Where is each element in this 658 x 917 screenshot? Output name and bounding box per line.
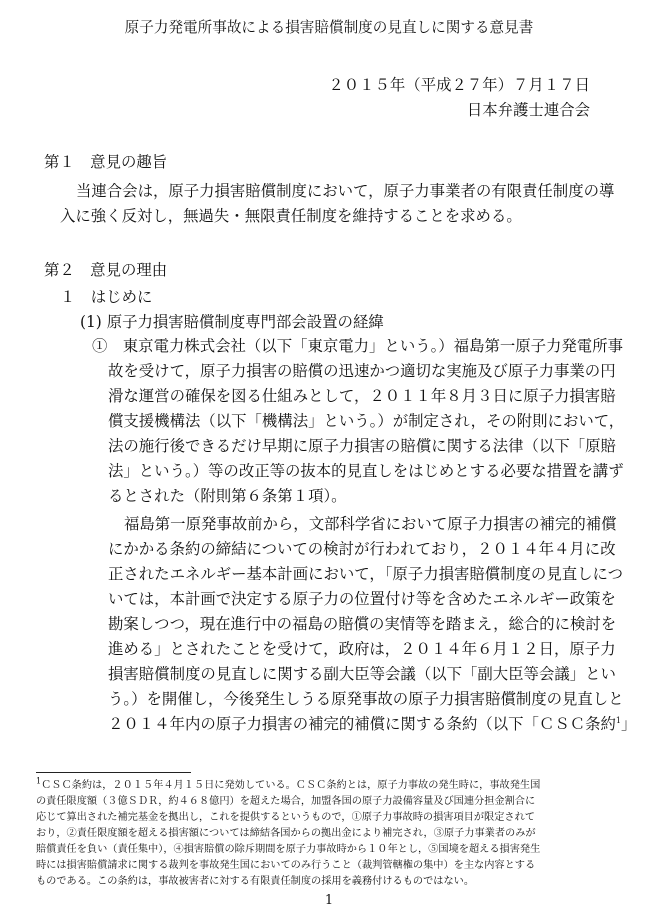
para2-last-line (108, 715, 636, 733)
document-title: 原子力発電所事故による損害賠償制度の見直しに関する意見書 (124, 19, 534, 36)
item1-line: ① 東京電力株式会社（以下「東京電力」という。）福島第一原子力発電所事 (92, 337, 623, 355)
section1-heading: 第１ 意見の趣旨 (44, 153, 168, 171)
page-number: 1 (324, 893, 334, 908)
para2-line: いては，本計画で決定する原子力の位置付け等を含めたエネルギー政策を (108, 590, 616, 608)
para2-line: 進める」とされたことを受けて，政府は，２０１４年６月１２日，原子力 (108, 640, 616, 658)
section2-heading: 第２ 意見の理由 (44, 261, 168, 279)
footnote-line: ものである。この条約は，事故被害者に対する有限責任制度の採用を義務付けるものではない。 (36, 876, 475, 887)
footnote-line: 応じて算出された補完基金を拠出し，これを提供するというもので，①原子力事故時の損害項目が限定されて (36, 812, 535, 823)
footnote-line: 時には損害賠償請求に関する裁判を事故発生国においてのみ行うこと（裁判管轄権の集中）を主な内容とする (36, 860, 536, 871)
para2-line: 福島第一原発事故前から，文部科学省において原子力損害の補完的補償 (124, 515, 617, 533)
document-author: 日本弁護士連合会 (466, 101, 590, 119)
footnote-line: おり，②責任限度額を超える損害額については締結各国からの拠出金により補完され，③原子力事業者のみが (36, 828, 536, 839)
para2-line-text: ２０１４年内の原子力損害の補完的補償に関する条約（以下「ＣＳＣ条約 (108, 715, 616, 733)
item1-line: るとされた（附則第６条第１項）。 (108, 487, 347, 505)
para2-line: 勘案しつつ，現在進行中の福島の賠償の実情等を踏まえ，総合的に検討を (108, 615, 617, 633)
para2-line: にかかる条約の締結についての検討が行われており，２０１４年４月に改 (108, 540, 616, 558)
closing-bracket: 」 (621, 715, 637, 733)
item1-line: 法」という。）等の改正等の抜本的見直しをはじめとする必要な措置を講ず (108, 462, 624, 480)
footnote-text: ＣＳＣ条約は，２０１５年４月１５日に発効している。ＣＳＣ条約とは，原子力事故の発生時に，事故発生国 (41, 780, 541, 791)
para2-line: う。）を開催し，今後発生しうる原発事故の原子力損害賠償制度の見直しと (108, 690, 624, 708)
para2-line: 正されたエネルギー基本計画において，「原子力損害賠償制度の見直しにつ (108, 565, 623, 583)
section1-line: 当連合会は，原子力損害賠償制度において，原子力事業者の有限責任制度の導 (76, 182, 615, 200)
footnote-line: 賠償責任を負い（責任集中），④損害賠償の除斥期間を原子力事故時から１０年とし，⑤国境を超える損害発生 (36, 844, 541, 855)
item1-line: 法の施行後できるだけ早期に原子力損害の賠償に関する法律（以下「原賠 (108, 437, 616, 455)
subsubsection-heading: (1) 原子力損害賠償制度専門部会設置の経緯 (80, 313, 384, 331)
document-date: ２０１５年（平成２７年）７月１７日 (328, 76, 590, 94)
para2-line: 損害賠償制度の見直しに関する副大臣等会議（以下「副大臣等会議」とい (108, 665, 616, 683)
item1-line: 償支援機構法（以下「機構法」という。）が制定され，その附則において， (108, 412, 625, 430)
section1-line: 入に強く反対し，無過失・無限責任制度を維持することを求める。 (60, 207, 522, 225)
footnote-divider (36, 772, 191, 773)
footnote-marker: 1 (36, 776, 42, 786)
subsection-heading: １ はじめに (60, 288, 153, 306)
footnote-line: の責任限度額（３億ＳＤＲ，約４６８億円）を超えた場合，加盟各国の原子力設備容量及び国連分担金割合に (36, 796, 536, 807)
footnote-reference[interactable]: 1 (615, 715, 621, 725)
footnote-line (36, 776, 541, 792)
item1-line: 滑な運営の確保を図る仕組みとして，２０１１年８月３日に原子力損害賠 (108, 387, 616, 405)
item1-line: 故を受けて，原子力損害の賠償の迅速かつ適切な実施及び原子力事業の円 (108, 362, 616, 380)
